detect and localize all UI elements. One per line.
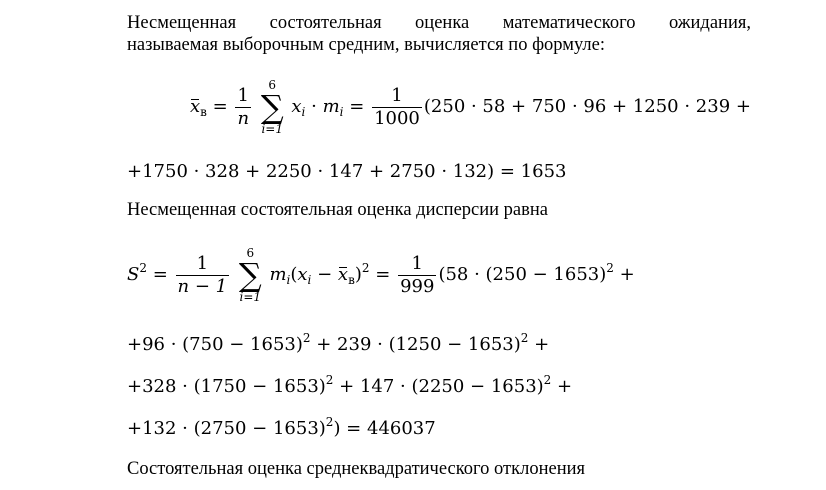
term-x-sub: i	[301, 105, 306, 119]
term-m-sub: i	[339, 105, 344, 119]
paren-open: (	[290, 264, 298, 285]
fraction-denominator-2: 1000	[374, 107, 420, 129]
intro-line-1: Несмещенная состоятельная оценка математического ожидания,	[127, 13, 751, 33]
fraction-1-over-n	[235, 85, 251, 130]
var-line3-c: +	[551, 376, 573, 397]
var-line4-a: +132 · (2750 − 1653)	[127, 418, 326, 439]
fraction-1-over-n-1	[176, 253, 230, 298]
variance-intro: Несмещенная состоятельная оценка дисперсии равна	[127, 200, 548, 220]
dot-operator: ·	[311, 96, 317, 117]
intro-line-2: называемая выборочным средним, вычисляется по формуле:	[127, 35, 606, 55]
mean-formula-line-1	[190, 78, 751, 136]
fraction-denominator-4: 999	[400, 275, 435, 297]
mean-formula-line-2: +1750 · 328 + 2250 · 147 + 2750 · 132) = 1653	[127, 161, 567, 182]
sum-lower-limit-2: i=1	[239, 290, 262, 304]
variance-symbol-sup: 2	[139, 261, 147, 275]
var-line3-sup2: 2	[543, 373, 552, 387]
var-line1-tail-b: +	[613, 264, 635, 285]
var-line2-a: +96 · (750 − 1653)	[127, 334, 303, 355]
variance-formula-line-4	[127, 415, 436, 439]
fraction-1-over-999	[398, 253, 436, 298]
var-term-x: x	[297, 264, 308, 285]
variance-formula-line-3	[127, 373, 572, 397]
fraction-numerator-3: 1	[196, 252, 209, 274]
var-term-x-sub: i	[307, 273, 312, 287]
var-line3-a: +328 · (1750 − 1653)	[127, 376, 326, 397]
square-exponent: 2	[361, 261, 370, 275]
mean-symbol-sub: в	[200, 105, 207, 119]
fraction-denominator: n	[237, 107, 250, 129]
sum-lower-limit: i=1	[261, 122, 283, 136]
fraction-1-over-1000	[372, 85, 422, 130]
var-line4-sup: 2	[325, 415, 334, 429]
equals-sign-4: =	[375, 264, 391, 285]
fraction-numerator-4: 1	[411, 252, 423, 274]
paren-close: )	[354, 264, 362, 285]
mean-symbol: x	[190, 96, 201, 117]
term-m: m	[322, 96, 340, 117]
mean-formula-tail: (250 · 58 + 750 · 96 + 1250 · 239 +	[423, 96, 751, 117]
equals-sign-3: =	[152, 264, 168, 285]
equals-sign-2: =	[349, 96, 365, 117]
var-line3-b: + 147 · (2250 − 1653)	[333, 376, 544, 397]
intro-paragraph	[127, 12, 751, 56]
variance-symbol: S	[127, 264, 140, 285]
var-term-m-sub: i	[286, 273, 291, 287]
var-line4-b: ) = 446037	[333, 418, 436, 439]
var-line2-sup2: 2	[520, 331, 529, 345]
sum-upper-limit: 6	[268, 78, 277, 92]
variance-formula-line-2	[127, 331, 549, 355]
fraction-numerator-2: 1	[391, 84, 403, 106]
sum-upper-limit-2: 6	[246, 246, 255, 260]
var-line1-tail-a: (58 · (250 − 1653)	[438, 264, 607, 285]
fraction-numerator: 1	[237, 84, 249, 106]
var-term-m: m	[269, 264, 287, 285]
sigma-glyph: ∑	[260, 88, 284, 126]
summation-sign-2	[239, 246, 262, 304]
std-intro: Состоятельная оценка среднеквадратического отклонения	[127, 459, 586, 479]
summation-sign	[261, 78, 284, 136]
minus-sign: −	[311, 264, 338, 285]
var-line3-sup1: 2	[325, 373, 334, 387]
variance-formula-line-1	[127, 246, 635, 304]
term-x: x	[291, 96, 302, 117]
var-mean-symbol: x	[337, 264, 349, 285]
fraction-denominator-3: n − 1	[177, 275, 228, 297]
var-line2-c: +	[528, 334, 550, 355]
equals-sign: =	[212, 96, 228, 117]
sigma-glyph-2: ∑	[238, 256, 262, 294]
var-mean-sub: в	[348, 273, 355, 287]
var-line2-sup1: 2	[302, 331, 311, 345]
var-line1-sup: 2	[606, 261, 614, 275]
var-line2-b: + 239 · (1250 − 1653)	[310, 334, 521, 355]
